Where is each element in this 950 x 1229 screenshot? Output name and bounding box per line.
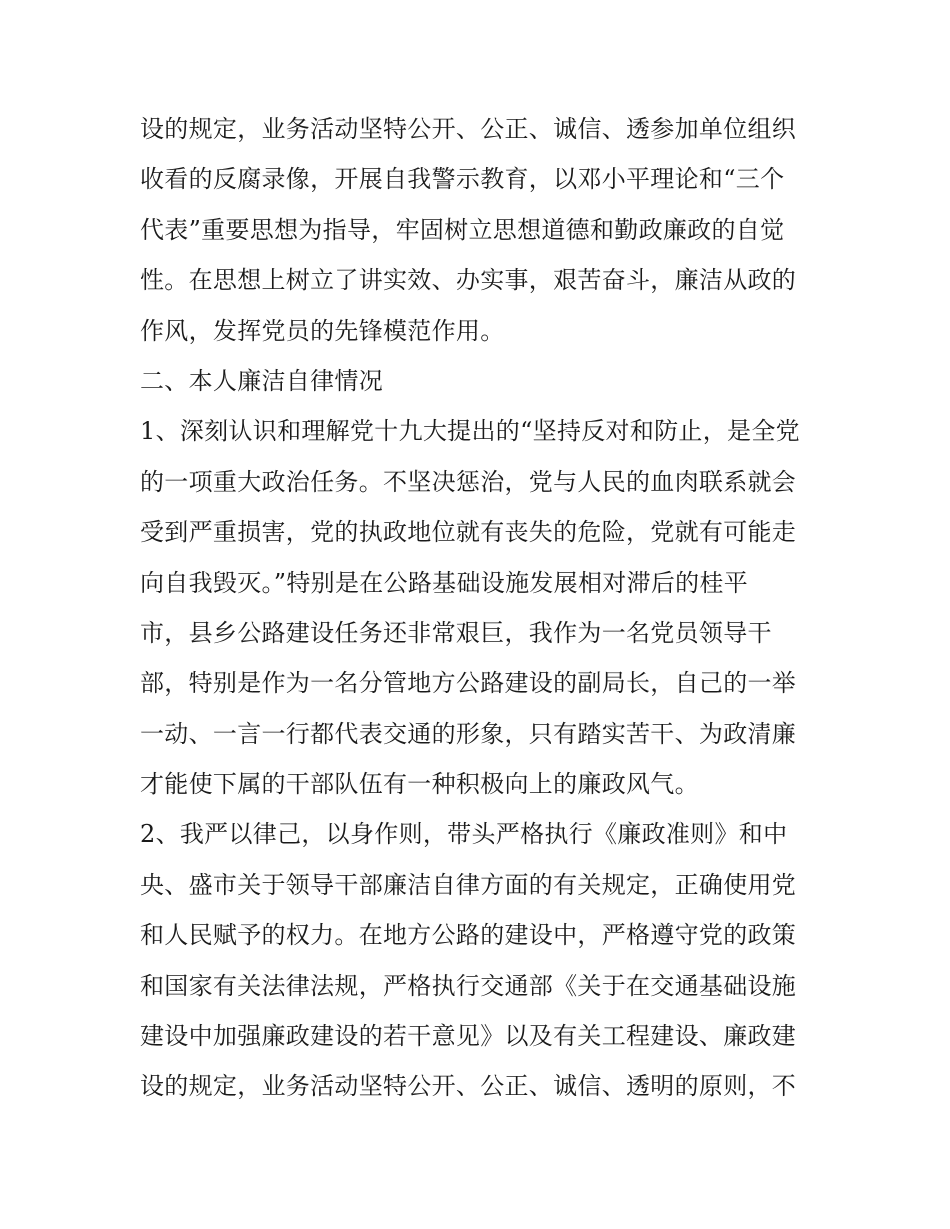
text-line-2: 收看的反腐录像，开展自我警示教育，以邓小平理论和“三个	[140, 165, 785, 194]
text-line-7: 1、深刻认识和理解党十九大提出的“坚持反对和防止，是全党	[140, 417, 800, 446]
text-line-9: 受到严重损害，党的执政地位就有丧失的危险，党就有可能走	[140, 518, 797, 547]
text-line-12: 部，特别是作为一名分管地方公路建设的副局长，自己的一举	[140, 669, 797, 698]
text-line-18: 和国家有关法律法规，严格执行交通部《关于在交通基础设施	[140, 971, 797, 1000]
text-line-11: 市，县乡公路建设任务还非常艰巨，我作为一名党员领导干	[140, 618, 772, 647]
text-line-20: 设的规定，业务活动坚特公开、公正、诚信、透明的原则，不	[140, 1072, 797, 1101]
text-line-10: 向自我毁灭。”特别是在公路基础设施发展相对滞后的桂平	[140, 568, 749, 597]
text-line-13: 一动、一言一行都代表交通的形象，只有踏实苦干、为政清廉	[140, 719, 797, 748]
text-line-19: 建设中加强廉政建设的若干意见》以及有关工程建设、廉政建	[140, 1022, 797, 1051]
section-heading: 二、本人廉洁自律情况	[140, 366, 383, 395]
text-line-1: 设的规定，业务活动坚特公开、公正、诚信、透参加单位组织	[140, 115, 797, 143]
text-line-3: 代表”重要思想为指导，牢固树立思想道德和勤政廉政的自觉	[140, 215, 785, 244]
text-line-15: 2、我严以律己，以身作则，带头严格执行《廉政准则》和中	[140, 820, 788, 849]
text-line-4: 性。在思想上树立了讲实效、办实事，艰苦奋斗，廉洁从政的	[140, 266, 797, 295]
text-line-16: 央、盛市关于领导干部廉洁自律方面的有关规定，正确使用党	[140, 870, 797, 899]
text-line-5: 作风，发挥党员的先锋模范作用。	[140, 316, 505, 345]
body-text	[140, 104, 830, 1112]
text-line-8: 的一项重大政治任务。不坚决惩治，党与人民的血肉联系就会	[140, 467, 797, 496]
text-line-17: 和人民赋予的权力。在地方公路的建设中，严格遵守党的政策	[140, 921, 797, 950]
text-line-14: 才能使下属的干部队伍有一种积极向上的廉政风气。	[140, 770, 699, 799]
